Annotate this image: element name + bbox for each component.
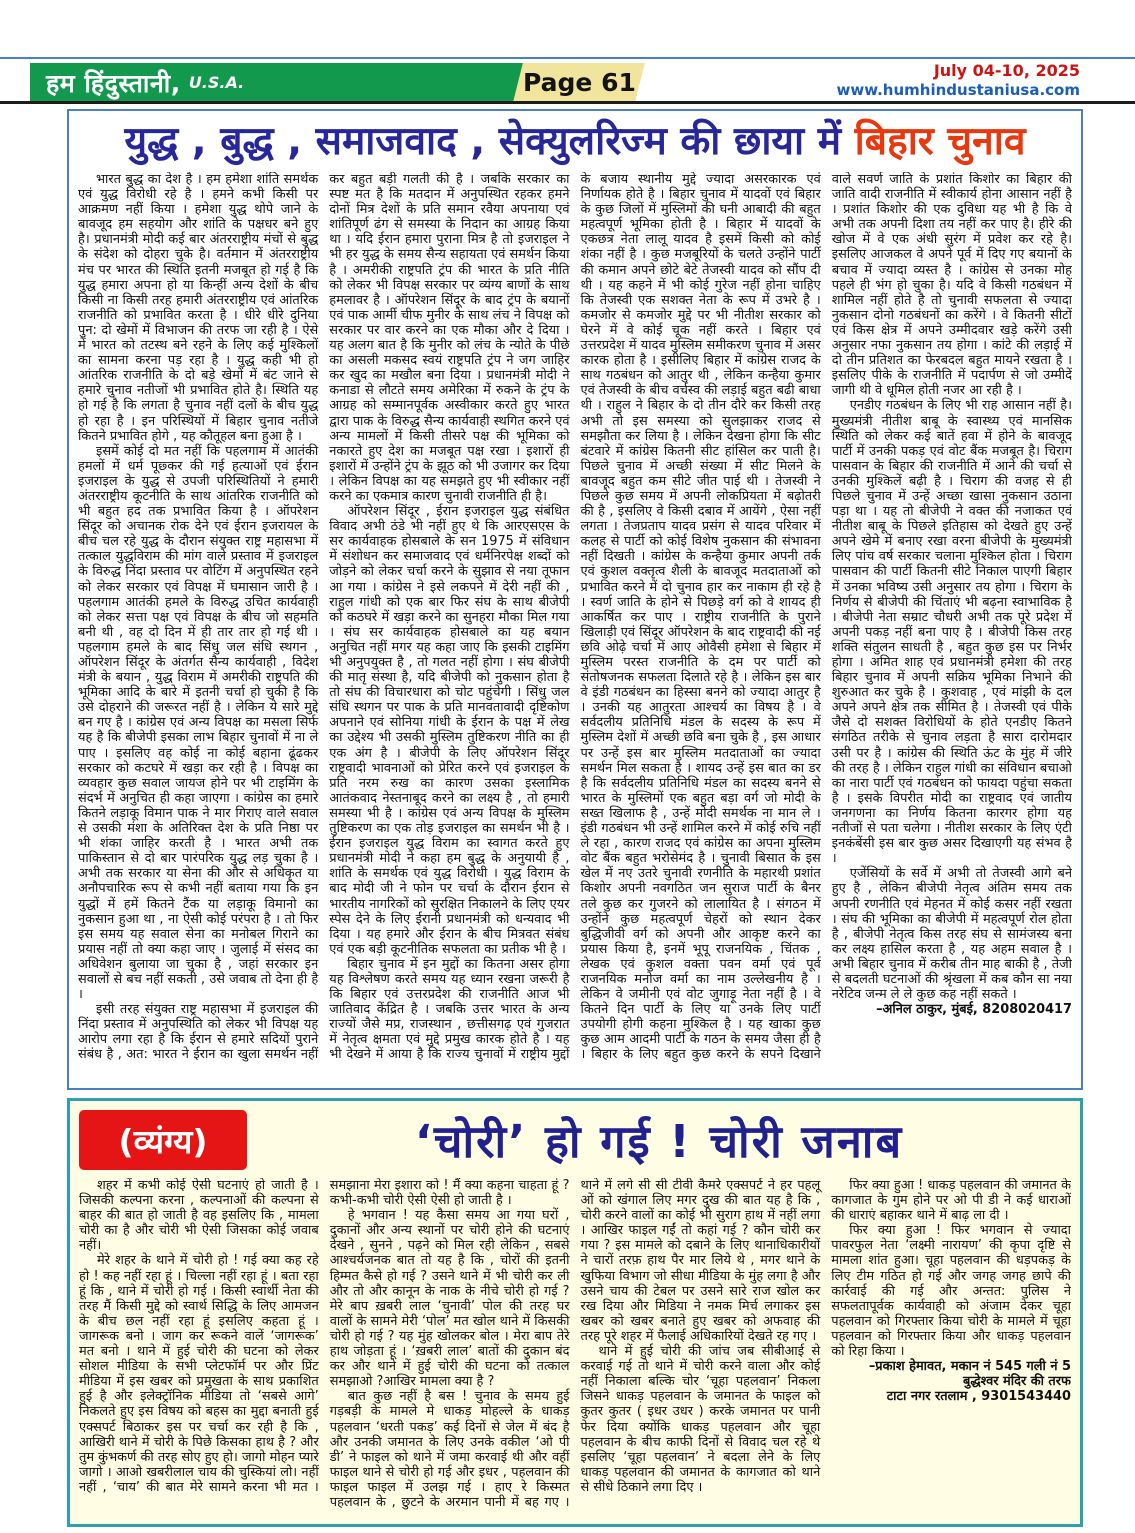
paragraph: –प्रकाश हेमावत, मकान नं 545 गली नं 5 xyxy=(868,1359,1071,1375)
paper-name: हम हिंदुस्तानी, xyxy=(46,68,181,98)
article-bihar-election xyxy=(67,109,1083,1090)
paragraph: ऑपरेशन सिंदूर , ईरान इजराइल युद्ध संबंधित विवाद अभी ठंडे भी नहीं हुए थे कि आरएसएस के सर कार्यवाहक होसबाले के सन 1975 में संविधान में संशोधन कर समाजवाद एवं धर्मनिरपेक्ष शब्दों को जोड़ने को लेकर चर्चा करने के सुझाव से नया तूफान आ गया । कांग्रेस ने इसे लकपने में देरी नहीं की , राहुल गांधी को एक बार फिर संघ के साथ बीजेपी को कठघरे में खड़ा करने का सुनहरा मौका मिल गया । संघ सर कार्यवाहक होसबाले का यह बयान अनुचित नहीं मगर यह कहा जाए कि इसकी टाइमिंग भी अनुपयुक्त है , तो गलत नहीं होगा । संघ बीजेपी की मातृ संस्था है, यदि बीजेपी को नुकसान होता है तो संघ की विचारधारा को चोट पहुंचेगी । सिंधु जल संधि स्थगन पर पाक के प्रति मानवतावादी दृष्टिकोण अपनाने एवं सोनिया गांधी के ईरान के पक्ष में लेख का उद्देश्य भी उसकी मुस्लिम तुष्टिकरण नीति का ही एक अंग है । बीजेपी के लिए ऑपरेशन सिंदूर राष्ट्रवादी भावनाओं को प्रेरित करने एवं इजराइल के प्रति नरम रुख का कारण उसका इस्लामिक आतंकवाद नेस्तनाबूद करने का लक्ष्य है , तो हमारी समस्या भी है । कांग्रेस एवं अन्य विपक्ष के मुस्लिम तुष्टिकरण का एक तोड़ इजराइल का समर्थन भी है । ईरान इजराइल युद्ध विराम का स्वागत करते हुए प्रधानमंत्री मोदी ने कहा हम बुद्ध के अनुयायी है , शांति के समर्थक एवं युद्ध विरोधी । युद्ध विराम के बाद मोदी जी ने फोन पर चर्चा के दौरान ईरान से भारतीय नागरिकों को सुरक्षित निकालने के लिए एयर स्पेस देने के लिए ईरानी प्रधानमंत्री को धन्यवाद भी दिया । यह हमारे और ईरान के बीच मित्रवत संबंध एवं एक बड़ी कूटनीतिक सफलता का प्रतीक भी है । xyxy=(329,504,570,957)
article2-byline xyxy=(831,1359,1071,1404)
page-number-label: Page 61 xyxy=(522,68,636,97)
paragraph: मेरे शहर के थाने में चोरी हो ! गई क्या कह रहे हो ! कह नहीं रहा हूं । चिल्ला नहीं रहा हूं । बता रहा हूं कि , थाने में चोरी हो गई । किसी स्वार्थी नेता की तरह मैं किसी मुद्दे को स्वार्थ सिद्धि के लिए आमजन के बीच छल नहीं रहा हूं इसलिए कहता हूं । जागरूक बनो । जाग कर रूकने वालें ‘जागरूक’ मत बनो । थाने में हुई चोरी की घटना को लेकर सोशल मीडिया के सभी प्लेटफॉर्म पर और प्रिंट मीडिया में इस खबर को प्रमुखता के साथ प्रकाशित हुई है और इलेक्ट्रॉनिक मीडिया तो ‘सबसे आगे’ निकलते हुए इस विषय को बहस का मुद्दा बनाती हुई एक्सपर्ट बिठाकर इस पर चर्चा कर रही है कि , आखिरी थाने में चोरी के पिछे किसका हाथ है ? और तुम कुंभकर्ण की तरह सोए हुए हो। जागो मोहन प्यारे जागो । आओ खबरीलाल चाय की चुस्कियां लो। नहीं नहीं , ‘चाय’ की बात मेरे सामने करना भी मत । समझाना मेरा इशारा को ! मैं क्या कहना चाहता हूं ? कभी-कभी चोरी ऐसी ऐसी हो जाती है । xyxy=(79,1178,570,1495)
paragraph: बात कुछ नहीं है बस ! चुनाव के समय हुई गड़बड़ी के मामले मे धाकड़ मोहल्ले के धाकड़ पहलवान ‘धरती पकड़’ कई दिनों से जेल में बंद है और उनकी जमानत के लिए उनके वकील ‘ओ पी डी’ ने फाइल को थाने में जमा करवाई थी और वहीं फाइल थाने से चोरी हो गई और इधर , पहलवान की फाइल फाइल में उलझ गई । हाए रे किस्मत पहलवान के , छुटने के अरमान पानी में बह गए । थाने में लगे सी सी टीवी कैमरे एक्सपर्ट ने हर पहलू ओं को खंगाल लिए मगर दुख की बात यह है कि , चोरी करने वालों का कोई भी सुराग हाथ में नहीं लगा । आखिर फाइल गईं तो कहां गई ? कौन चोरी कर गया ? इस मामले को दबाने के लिए थानाधिकारीयों ने चारों तरफ़ हाथ पैर मार लिये थे , मगर थाने के खुफिया विभाग जो सीधा मीडिया के मुंह लगा है और उसने चाय की टेबल पर उसने सारे राज खोल कर रख दिया और मिडिया ने नमक मिर्च लगाकर इस खबर को खबर बनाते हुए खबर को अफवाह की तरह पूरे शहर में फैलाई अधिकारियों देखते रह गए । xyxy=(329,1178,821,1510)
article2-body xyxy=(79,1178,1071,1516)
paragraph: बिहार चुनाव में इन मुद्दों का कितना असर होगा यह विश्लेषण करते समय यह ध्यान रखना जरूरी है कि बिहार एवं उत्तरप्रदेश की राजनीति आज भी जातिवाद केंद्रित है । जबकि उत्तर भारत के अन्य राज्यों जैसे मप्र, राजस्थान , छत्तीसगढ़ एवं गुजरात में नेतृत्व क्षमता एवं मुद्दे प्रमुख कारक होते है । यह भी देखने में आया है कि राज्य चुनावों में राष्ट्रीय मुद्दों के बजाय स्थानीय मुद्दे ज्यादा असरकारक एवं निर्णायक होते है । बिहार चुनाव में यादवों एवं बिहार के कुछ जिलों में मुस्लिमों की घनी आबादी की बहुत महत्वपूर्ण भूमिका होती है । बिहार में यादवों के एकछत्र नेता लालू यादव है इसमें किसी को कोई शंका नहीं है । कुछ मजबूरियों के चलते उन्होंने पार्टी की कमान अपने छोटे बेटे तेजस्वी यादव को सौंप दी थी । यह कहने में भी कोई गुरेज नहीं होना चाहिए कि तेजस्वी एक सशक्त नेता के रूप में उभरे है । कमजोर से कमजोर मुद्दे पर भी नीतीश सरकार को घेरने में वे कोई चूक नहीं करते । बिहार एवं उत्तरप्रदेश में यादव मुस्लिम समीकरण चुनाव में असर कारक होता है । इसीलिए बिहार में कांग्रेस राजद के साथ गठबंधन को आतुर थी , लेकिन कन्हैया कुमार एवं तेजस्वी के बीच वर्चस्व की लड़ाई बहुत बढी बाधा थी । राहुल ने बिहार के दो तीन दौरे कर किसी तरह अभी तो इस समस्या को सुलझाकर राजद से समझौता कर लिया है । लेकिन देखना होगा कि सीट बंटवारे में कांग्रेस कितनी सीट हांसिल कर पाती है। पिछले चुनाव में अच्छी संख्या में सीट मिलने के बावजूद बहुत कम सीटे जीत पाई थी । तेजस्वी ने पिछले कुछ समय में अपनी लोकप्रियता में बढ़ोतरी की है , इसलिए वे किसी दबाव में आयेंगे , ऐसा नहीं लगता । तेजप्रताप यादव प्रसंग से यादव परिवार में कलह से पार्टी को कोई विशेष नुकसान की संभावना नहीं दिखती । कांग्रेस के कन्हैया कुमार अपनी तर्क एवं कुशल वक्तृत्व शैली के बावजूद मतदाताओं को प्रभावित करने में दो चुनाव हार कर नाकाम ही रहे है । स्वर्ण जाति के होने से पिछड़े वर्ग को वे शायद ही आकर्षित कर पाए । राष्ट्रीय राजनीति के पुराने खिलाड़ी एवं सिंदूर ऑपरेशन के बाद राष्ट्रवादी की नई छवि ओढ़े चर्चा में आए ओवैसी हमेशा से बिहार में मुस्लिम परस्त राजनीति के दम पर पार्टी को संतोषजनक सफलता दिलाते रहे है । लेकिन इस बार वे इंडी गठबंधन का हिस्सा बनने को ज्यादा आतुर है । उनकी यह आतुरता आश्चर्य का विषय है । वे सर्वदलीय प्रतिनिधि मंडल के सदस्य के रूप में मुस्लिम देशों में अच्छी छवि बना चुके है , इस आधार पर उन्हें इस बार मुस्लिम मतदाताओं का ज्यादा समर्थन मिल सकता है । शायद उन्हें इस बात का डर है कि सर्वदलीय प्रतिनिधि मंडल का सदस्य बनने से भारत के मुस्लिमों एक बहुत बड़ा वर्ग जो मोदी के सख्त खिलाफ है , उन्हें मोदी समर्थक ना मान ले । इंडी गठबंधन भी उन्हें शामिल करने में कोई रुचि नहीं ले रहा , कारण राजद एवं कांग्रेस का अपना मुस्लिम वोट बैंक बहुत भरोसेमंद है । चुनावी बिसात के इस खेल में नए उतरे चुनावी रणनीति के महारथी प्रशांत किशोर अपनी नवगठित जन सुराज पार्टी के बैनर तले कुछ कर गुजरने को लालायित है । संगठन में उन्होंने कुछ महत्वपूर्ण चेहरों को स्थान देकर बुद्धिजीवी वर्ग को अपनी और आकृष्ट करने का प्रयास किया है, इनमें भूपू राजनयिक , चिंतक , लेखक एवं कुशल वक्ता पवन वर्मा एवं पूर्व राजनयिक मनोज वर्मा का नाम उल्लेखनीय है । लेकिन वे जमीनी एवं वोट जुगाड़ू नेता नहीं है । वे कितने दिन पार्टी के लिए या उनके लिए पार्टी उपयोगी होगी कहना मुश्किल है । यह खाका कुछ कुछ आम आदमी पार्टी के गठन के समय जैसा ही है । बिहार के लिए बहुत कुछ करने के सपने दिखाने वाले सवर्ण जाति के प्रशांत किशोर का बिहार की जाति वादी राजनीति में स्वीकार्य होना आसान नहीं है । प्रशांत किशोर की एक दुविधा यह भी है कि वे अभी तक अपनी दिशा तय नहीं कर पाए है। हीरे की खोज में वे एक अंधी सुरंग में प्रवेश कर रहे है। इसलिए आजकल वे अपने पूर्व में दिए गए बयानों के बचाव में ज्यादा व्यस्त है । कांग्रेस से उनका मोह पहले ही भंग हो चुका है। यदि वे किसी गठबंधन में शामिल नहीं होते है तो चुनावी सफलता से ज्यादा नुकसान दोनो गठबंधनों का करेंगे । वे कितनी सीटों एवं किस क्षेत्र में अपने उम्मीदवार खड़े करेंगे उसी अनुसार नफा नुकसान तय होगा । कांटे की लड़ाई में दो तीन प्रतिशत का फेरबदल बहुत मायने रखता है । इसलिए पीके के राजनीति में पदार्पण से जो उम्मीदें जागी थी वे धूमिल होती नजर आ रही है । xyxy=(329,172,1072,1063)
website-url: www.humhindustaniusa.com xyxy=(836,81,1080,99)
article2-header xyxy=(79,1108,1071,1172)
article1-body xyxy=(78,172,1072,1074)
paper-region: U.S.A. xyxy=(188,73,245,92)
article1-paragraphs xyxy=(78,172,1072,1074)
paragraph: थाने में हुई चोरी की जांच जब सीबीआई से करवाई गई तो थाने में चोरी करने वाला और कोई नहीं निकाला बल्कि चोर ‘चूहा पहलवान’ निकला जिसने धाकड़ पहलवान के जमानत के फाइल को कुतर कुतर ( इधर उधर ) करके जमानत पर पानी फेर दिया क्योंकि धाकड़ पहलवान और चूहा पहलवान के बीच काफी दिनों से विवाद चल रहे थे इसलिए ‘चूहा पहलवान’ ने बदला लेने के लिए धाकड़ पहलवान की जमानत के कागजात को थाने से सीधे ठिकाने लगा दिए । xyxy=(580,1344,821,1495)
paragraph: इसी तरह संयुक्त राष्ट्र महासभा में इजराइल की निंदा प्रस्ताव में अनुपस्थिति को लेकर भी विपक्ष यह आरोप लगा रहा है कि ईरान से हमारे सदियों पुराने संबंध है , अत: भारत ने ईरान का खुला समर्थन नहीं कर बहुत बड़ी गलती की है । जबकि सरकार का स्पष्ट मत है कि मतदान में अनुपस्थित रहकर हमने दोनों मित्र देशों के प्रति समान रवैया अपनाया एवं शांतिपूर्ण ढंग से समस्या के निदान का आग्रह किया था । यदि ईरान हमारा पुराना मित्र है तो इजराइल ने भी हर युद्ध के समय सैन्य सहायता एवं समर्थन किया है । अमरीकी राष्ट्रपति ट्रंप की भारत के प्रति नीति को लेकर भी विपक्ष सरकार पर व्यंग्य बाणों के साथ हमलावर है । ऑपरेशन सिंदूर के बाद ट्रंप के बयानों एवं पाक आर्मी चीफ मुनीर के साथ लंच ने विपक्ष को सरकार पर वार करने का एक मौका और दे दिया । यह अलग बात है कि मुनीर को लंच के न्योते के पीछे का असली मकसद स्वयं राष्ट्रपति ट्रंप ने जग जाहिर कर खुद का मखौल बना दिया । प्रधानमंत्री मोदी ने कनाडा से लौटते समय अमेरिका में रुकने के ट्रंप के आग्रह को सम्मानपूर्वक अस्वीकार करते हुए भारत द्वारा पाक के विरुद्ध सैन्य कार्यवाही स्थगित करने एवं अन्य मामलों में किसी तीसरे पक्ष की भूमिका को नकारते हुए देश का मजबूत पक्ष रखा । इशारों ही इशारों में उन्होंने ट्रंप के झूठ को भी उजागर कर दिया । लेकिन विपक्ष का यह समझते हुए भी स्वीकार नहीं करने का एकमात्र कारण चुनावी राजनीति ही है। xyxy=(78,172,570,1063)
paragraph: टाटा नगर रतलाम , 9301543440 xyxy=(886,1389,1071,1405)
page-number-badge xyxy=(513,63,645,102)
article-satire-chori xyxy=(67,1098,1083,1527)
article2-paragraphs xyxy=(79,1178,1071,1516)
paragraph: एजेंसियों के सर्वे में अभी तो तेजस्वी आगे बने हुए है , लेकिन बीजेपी नेतृत्व अंतिम समय तक अपनी रणनीति एवं मेहनत में कोई कसर नहीं रखता । संघ की भूमिका का बीजेपी में महत्वपूर्ण रोल होता है , बीजेपी नेतृत्व किस तरह संघ से सामंजस्य बना कर लक्ष्य हासिल करता है , यह अहम सवाल है । अभी बिहार चुनाव में करीब तीन माह बाकी है , तेजी से बदलती घटनाओं की श्रृंखला में कब कौन सा नया नरेटिव जन्म ले ले कुछ कह नहीं सकते । xyxy=(831,866,1072,1003)
paragraph: एनडीए गठबंधन के लिए भी राह आसान नहीं है। मुख्यमंत्री नीतीश बाबू के स्वास्थ्य एवं मानसिक स्थिति को लेकर कई बातें हवा में होने के बावजूद पार्टी में उनकी पकड़ एवं वोट बैंक मजबूत है। चिराग पासवान के बिहार की राजनीति में आने की चर्चा से उनकी मुश्किलें बढ़ी है । चिराग की वजह से ही पिछले चुनाव में उन्हें अच्छा खासा नुकसान उठाना पड़ा था । यह तो बीजेपी ने वक्त की नजाकत एवं नीतीश बाबू के पिछले इतिहास को देखते हुए उन्हें अपने खेमे में बनाए रखा वरना बीजेपी के मुख्यमंत्री लिए पांच वर्ष सरकार चलाना मुश्किल होता । चिराग पासवान की पार्टी कितनी सीटे निकाल पाएगी बिहार में उनका भविष्य उसी अनुसार तय होगा । चिराग के निर्णय से बीजेपी की चिंताएं भी बढ़ना स्वाभाविक है । बीजेपी नेता सम्राट चौधरी अभी तक पूरे प्रदेश में अपनी पकड़ नहीं बना पाए है । बीजेपी किस तरह शक्ति संतुलन साधती है , बहुत कुछ इस पर निर्भर होगा । अमित शाह एवं प्रधानमंत्री हमेशा की तरह बिहार चुनाव में अपनी सक्रिय भूमिका निभाने की शुरुआत कर चुके है । कुशवाह , एवं मांझी के दल अपने अपने क्षेत्र तक सीमित है । तेजस्वी एवं पीके जैसे दो सशक्त विरोधियों के होते एनडीए कितने संगठित तरीके से चुनाव लड़ता है सारा दारोमदार उसी पर है । कांग्रेस की स्थिति ऊंट के मुंह में जीरे की तरह है । लेकिन राहुल गांधी का संविधान बचाओ का नारा पार्टी एवं गठबंधन को फायदा पहुंचा सकता है । इसके विपरीत मोदी का राष्ट्रवाद एवं जातीय जनगणना का निर्णय कितना कारगर होगा यह नतीजों से पता चलेगा । नीतीश सरकार के लिए एंटी इनकंबेंसी इस बार कुछ असर दिखाएगी यह संभव है । xyxy=(831,398,1072,867)
paragraph: बुद्धेश्वर मंदिर की तरफ xyxy=(962,1374,1071,1390)
article1-headline-accent: बिहार चुनाव xyxy=(854,119,1026,164)
paragraph: फिर क्या हुआ ! फिर भगवान से ज्यादा पावरफुल नेता ‘लक्ष्मी नारायण’ की कृपा दृष्टि से मामला शांत हुआ। चूहा पहलवान की धड़पकड़ के लिए टीम गठित हो गई और जगह जगह छापे की कार्रवाई की गई और अन्तत: पुलिस ने सफलतापूर्वक कार्यवाही को अंजाम देकर चूहा पहलवान को गिरफ्तार किया चोरी के मामले में चूहा पहलवान को गिरफ्तार किया और धाकड़ पहलवान को रिहा किया । xyxy=(831,1223,1071,1360)
top-rule xyxy=(0,57,1135,59)
paragraph: भारत बुद्ध का देश है । हम हमेशा शांति समर्थक एवं युद्ध विरोधी रहे है । हमने कभी किसी पर आक्रमण नहीं किया । हमेशा युद्ध थोपे जाने के बावजूद हम सहयोग और शांति के पक्षधर बने हुए है। प्रधानमंत्री मोदी कई बार अंतरराष्ट्रीय मंचों से बुद्ध के संदेश को दोहरा चुके है। वर्तमान में अंतरराष्ट्रीय मंच पर भारत की स्थिति इतनी मजबूत हो गई है कि युद्ध हमारा अपना हो या किन्हीं अन्य देशों के बीच किसी ना किसी तरह हमारी अंतरराष्ट्रीय एवं आंतरिक राजनीति को प्रभावित करता है । धीरे धीरे दुनिया पुन: दो खेमों में विभाजन की तरफ जा रही है । ऐसे में भारत को तटस्थ बने रहने के लिए कई मुश्किलों का सामना करना पड़ रहा है । युद्ध कही भी हो आंतरिक राजनीति के दो बड़े खेमों में बंट जाने से हमारे चुनाव नतीजों भी प्रभावित होते है। स्थिति यह हो गई है कि लगता है चुनाव नहीं दलों के बीच युद्ध हो रहा है । इन परिस्थियों में बिहार चुनाव नतीजे कितने प्रभावित होगे , यह कौतूहल बना हुआ है । xyxy=(78,172,319,444)
header-divider xyxy=(0,101,1135,104)
article1-byline: –अनिल ठाकुर, मुंबई, 8208020417 xyxy=(876,1002,1072,1018)
masthead xyxy=(30,63,575,102)
article1-headline-main: युद्ध , बुद्ध , समाजवाद , सेक्युलरिज्म की छाया में xyxy=(124,119,855,164)
paragraph: शहर में कभी कोई ऐसी घटनाएं हो जाती है । जिसकी कल्पना करना , कल्पनाओं की कल्पना से बाहर की बात हो जाती है वह इसलिए कि , मामला चोरी का है और चोरी भी ऐसी जिसका कोई जवाब नहीं। xyxy=(79,1178,319,1254)
article1-headline xyxy=(78,115,1072,169)
issue-date: July 04-10, 2025 xyxy=(933,61,1080,80)
article2-headline: ‘चोरी’ हो गई ! चोरी जनाब xyxy=(414,1114,904,1168)
paragraph: हे भगवान ! यह कैसा समय आ गया घरों , दुकानों और अन्य स्थानों पर चोरी होने की घटनाएं देखने , सुनने , पढ़ने को मिल रही लेकिन , सबसे आश्चर्यजनक बात तो यह है कि , चोरों की इतनी हिम्मत कैसे हो गई ? उसने थाने में भी चोरी कर ली और तो और कानून के नाक के नीचे चोरी हो गई ? मेरे बाप ख़बरी लाल ‘चुनावी’ पोल की तरह घर वालों के सामने मेरी ‘पोल’ मत खोल थाने में किसकी चोरी हो गई ? यह मुंह खोलकर बोल । मेरा बाप तेरे हाथ जोड़ता हूं । ‘ख़बरी लाल’ बातों की दुकान बंद कर और थाने में हुई चोरी की घटना को तत्काल समझाओ ?आखिर मामला क्या है ? xyxy=(329,1208,570,1390)
satire-tag: (व्यंग्य) xyxy=(79,1110,247,1170)
paragraph: इसमें कोई दो मत नहीं कि पहलगाम में आतंकी हमलों में धर्म पूछ्कर की गई हत्याओं एवं ईरान इजराइल के युद्ध से उपजी परिस्थितियों ने हमारी अंतरराष्ट्रीय कूटनीति के साथ आंतरिक राजनीति को भी बहुत हद तक प्रभावित किया है । ऑपरेशन सिंदूर को अचानक रोक देने एवं ईरान इजरायल के बीच चल रहे युद्ध के दौरान संयुक्त राष्ट्र महासभा में तत्काल युद्धविराम की मांग वाले प्रस्ताव में इजराइल के विरुद्ध निंदा प्रस्ताव पर वोटिंग में अनुपस्थित रहने को लेकर सरकार एवं विपक्ष में घमासान जारी है । पहलगाम आतंकी हमले के विरुद्ध उचित कार्यवाही को लेकर सत्ता पक्ष एवं विपक्ष के बीच जो सहमति बनी थी , वह दो दिन में ही तार तार हो गई थी । पहलगाम हमले के बाद सिंधु जल संधि स्थगन , ऑपरेशन सिंदूर के अंतर्गत सैन्य कार्यवाही , विदेश मंत्री के बयान , युद्ध विराम में अमरीकी राष्ट्रपति की भूमिका आदि के बारे में इतनी चर्चा हो चुकी है कि उसे दोहराने की जरूरत नहीं है । लेकिन ये सारे मुद्दे बन गए है । कांग्रेस एवं अन्य विपक्ष का मसला सिर्फ यह है कि बीजेपी इसका लाभ बिहार चुनावों में ना ले पाए । इसलिए वह कोई ना कोई बहाना ढूंढकर सरकार को कटघरे में खड़ा कर रही है । विपक्ष का व्यवहार कुछ सवाल जायज होने पर भी टाइमिंग के संदर्भ में अनुचित ही कहा जाएगा । कांग्रेस का हमारे कितने लड़ाकू विमान पाक ने मार गिराए वाले सवाल से उसकी मंशा के अतिरिक्त देश के प्रति निष्ठा पर भी शंका जाहिर करती है । भारत अभी तक पाकिस्तान से दो बार पारंपरिक युद्ध लड़ चुका है । अभी तक सरकार या सेना की और से अधिकृत या अनौपचारिक रूप से कभी नहीं बताया गया कि इन युद्धों में हमें कितने टैंक या लड़ाकू विमानो का नुकसान हुआ था , ना ऐसी कोई परंपरा है । तो फिर इस समय यह सवाल सेना का मनोबल गिराने का प्रयास नहीं तो क्या कहा जाए । जुलाई में संसद का अधिवेशन बुलाया जा चुका है , जहां सरकार इन सवालों से बच नहीं सकती , उसे जवाब तो देना ही है । xyxy=(78,443,319,1003)
paragraph: फिर क्या हुआ ! धाकड़ पहलवान की जमानत के कागजात के गुम होने पर ओ पी डी ने कई धाराओं की धाराएं बहाकर थाने में बाढ़ ला दी । xyxy=(831,1178,1071,1224)
